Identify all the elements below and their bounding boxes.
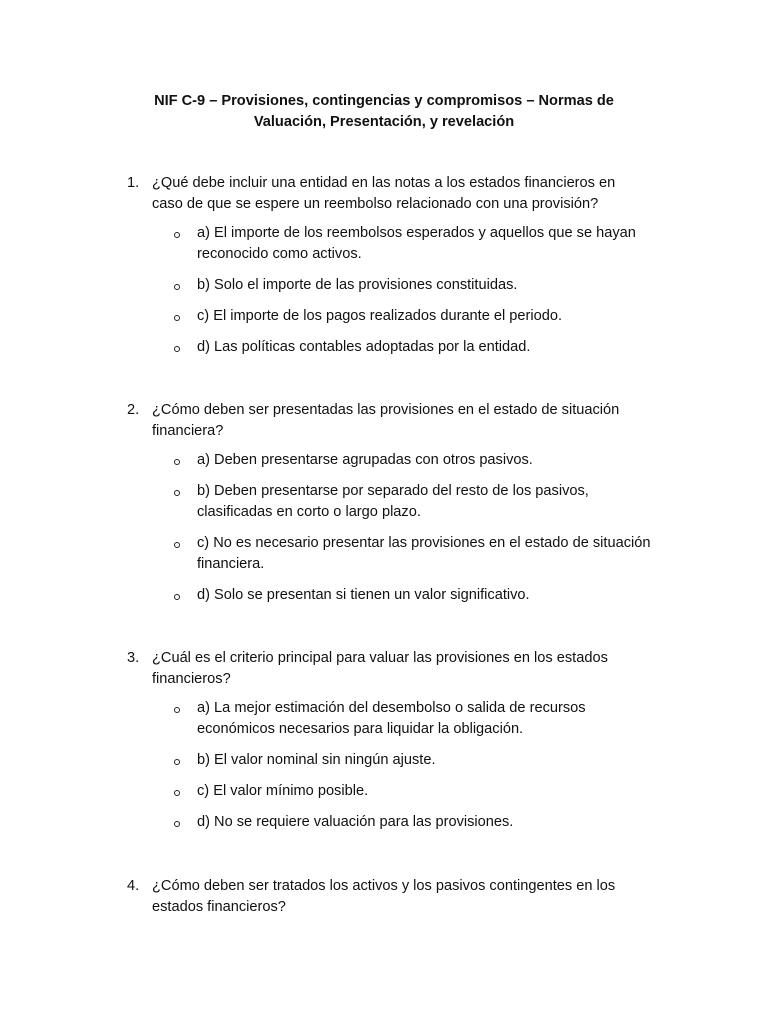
- option-text: d) Solo se presentan si tienen un valor significativo.: [197, 587, 530, 603]
- question-text: ¿Cuál es el criterio principal para valuar las provisiones en los estados financieros?: [152, 650, 608, 687]
- option-item: [127, 750, 657, 771]
- option-text: d) Las políticas contables adoptadas por la entidad.: [197, 339, 531, 355]
- option-text: b) Solo el importe de las provisiones constituidas.: [197, 277, 518, 293]
- question-1: [127, 173, 647, 368]
- question-text: ¿Cómo deben ser presentadas las provisiones en el estado de situación financiera?: [152, 402, 620, 439]
- option-item: [127, 306, 657, 327]
- option-item: [127, 223, 657, 265]
- option-text: a) Deben presentarse agrupadas con otros pasivos.: [197, 452, 533, 468]
- circle-bullet-icon: [174, 490, 180, 496]
- circle-bullet-icon: [174, 707, 180, 713]
- option-text: a) El importe de los reembolsos esperados y aquellos que se hayan reconocido como activos.: [197, 225, 636, 262]
- option-item: [127, 781, 657, 802]
- question-4: [127, 876, 647, 918]
- circle-bullet-icon: [174, 459, 180, 465]
- option-item: [127, 337, 657, 358]
- option-text: c) No es necesario presentar las provisiones en el estado de situación financiera.: [197, 535, 651, 572]
- question-number: 1.: [127, 175, 140, 191]
- option-item: [127, 812, 657, 833]
- options-list: [127, 698, 647, 833]
- circle-bullet-icon: [174, 315, 180, 321]
- circle-bullet-icon: [174, 346, 180, 352]
- document-title: NIF C-9 – Provisiones, contingencias y compromisos – Normas de Valuación, Presentación, y revelación: [154, 93, 614, 130]
- options-list: [127, 450, 651, 606]
- option-text: b) El valor nominal sin ningún ajuste.: [197, 752, 436, 768]
- option-text: c) El valor mínimo posible.: [197, 783, 369, 799]
- circle-bullet-icon: [174, 790, 180, 796]
- option-item: [127, 585, 657, 606]
- option-text: a) La mejor estimación del desembolso o salida de recursos económicos necesarios para liquidar la obligación.: [197, 700, 586, 737]
- option-item: [127, 481, 657, 523]
- options-list: [127, 223, 647, 358]
- circle-bullet-icon: [174, 542, 180, 548]
- option-item: [127, 275, 657, 296]
- question-3: [127, 648, 647, 843]
- option-item: [127, 450, 657, 471]
- circle-bullet-icon: [174, 284, 180, 290]
- question-text: ¿Cómo deben ser tratados los activos y los pasivos contingentes en los estados financieros?: [152, 878, 616, 915]
- question-number: 4.: [127, 878, 140, 894]
- option-text: d) No se requiere valuación para las provisiones.: [197, 814, 514, 830]
- circle-bullet-icon: [174, 594, 180, 600]
- circle-bullet-icon: [174, 759, 180, 765]
- question-number: 2.: [127, 402, 140, 418]
- option-item: [127, 533, 657, 575]
- option-text: b) Deben presentarse por separado del resto de los pasivos, clasificadas en corto o largo plazo.: [197, 483, 589, 520]
- circle-bullet-icon: [174, 232, 180, 238]
- question-number: 3.: [127, 650, 140, 666]
- question-text: ¿Qué debe incluir una entidad en las notas a los estados financieros en caso de que se espere un reembolso relacionado con una provisión?: [152, 175, 616, 212]
- question-2: [127, 400, 651, 616]
- option-text: c) El importe de los pagos realizados durante el periodo.: [197, 308, 563, 324]
- option-item: [127, 698, 657, 740]
- circle-bullet-icon: [174, 821, 180, 827]
